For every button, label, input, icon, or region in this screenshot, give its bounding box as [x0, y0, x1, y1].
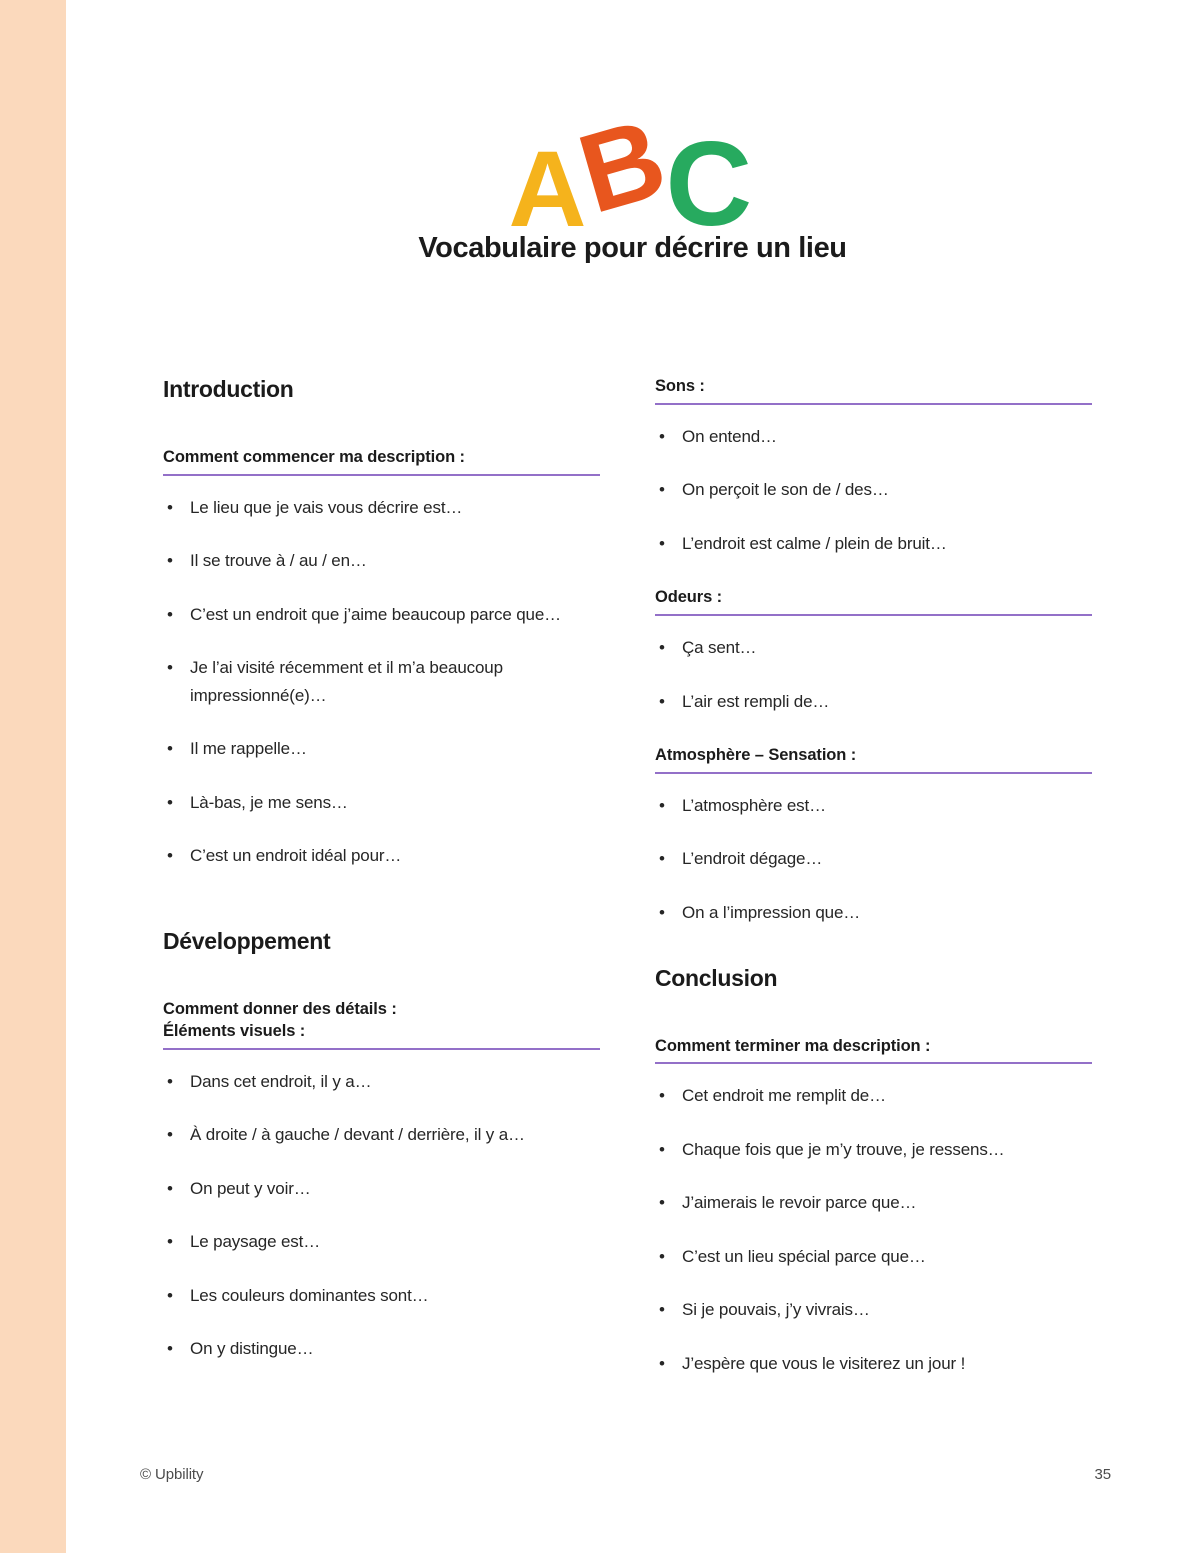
list-item	[655, 899, 1092, 927]
list-item	[163, 494, 600, 522]
page-header	[66, 0, 1199, 265]
list-item	[163, 1121, 600, 1149]
bullet-dot-icon: •	[659, 691, 665, 711]
list-item	[163, 1175, 600, 1203]
list-item-text: On y distingue…	[190, 1339, 314, 1359]
list-item	[163, 735, 600, 763]
bullet-dot-icon: •	[167, 551, 173, 571]
bullet-dot-icon: •	[659, 849, 665, 869]
list-item	[655, 792, 1092, 820]
list-item	[163, 601, 600, 629]
spacer	[655, 557, 1092, 587]
list-item-text: Chaque fois que je m’y trouve, je ressens…	[682, 1139, 1005, 1159]
bullet-dot-icon: •	[167, 1071, 173, 1091]
list-item-text: J’espère que vous le visiterez un jour !	[682, 1353, 966, 1373]
bullet-dot-icon: •	[659, 795, 665, 815]
list-item	[163, 789, 600, 817]
list-item	[655, 1243, 1092, 1271]
bullet-dot-icon: •	[167, 1232, 173, 1252]
list-item	[655, 1296, 1092, 1324]
logo-letter-c-icon: C	[665, 117, 751, 251]
list-item-text: L’endroit est calme / plein de bruit…	[682, 533, 947, 553]
bullet-dot-icon: •	[167, 792, 173, 812]
list-item-text: On peut y voir…	[190, 1178, 311, 1198]
list-item-text: On entend…	[682, 426, 777, 446]
section-heading-introduction: Introduction	[163, 376, 294, 402]
list-item	[655, 530, 1092, 558]
list-item-text: On a l’impression que…	[682, 903, 861, 923]
content-columns	[163, 376, 1093, 1378]
list-item	[163, 1228, 600, 1256]
bullet-list-developpement	[163, 1068, 600, 1363]
copyright-notice: © Upbility	[140, 1466, 204, 1483]
left-decorative-stripe	[0, 0, 66, 1553]
list-item	[655, 634, 1092, 662]
bullet-dot-icon: •	[659, 480, 665, 500]
list-item-text: L’air est rempli de…	[682, 691, 830, 711]
list-item-text: L’atmosphère est…	[682, 795, 826, 815]
list-item	[163, 654, 600, 709]
logo-letter-a-icon: A	[508, 128, 585, 249]
bullet-list-conclusion	[655, 1082, 1092, 1377]
section-heading-developpement: Développement	[163, 928, 331, 955]
subheading-atmosphere-sensation: Atmosphère – Sensation :	[655, 745, 1092, 774]
bullet-dot-icon: •	[167, 1178, 173, 1198]
list-item-text: On perçoit le son de / des…	[682, 480, 889, 500]
bullet-dot-icon: •	[167, 1339, 173, 1359]
bullet-dot-icon: •	[659, 426, 665, 446]
bullet-list-introduction	[163, 494, 600, 870]
left-column	[163, 376, 600, 1378]
list-item-text: Dans cet endroit, il y a…	[190, 1071, 372, 1091]
list-item-text: L’endroit dégage…	[682, 849, 823, 869]
bullet-dot-icon: •	[659, 903, 665, 923]
spacer	[655, 715, 1092, 745]
subheading-line-2: Éléments visuels :	[163, 1021, 306, 1040]
list-item-text: Là-bas, je me sens…	[190, 792, 348, 812]
bullet-dot-icon: •	[167, 739, 173, 759]
list-item-text: Je l’ai visité récemment et il m’a beaucoup impressionné(e)…	[190, 658, 503, 705]
bullet-dot-icon: •	[167, 1285, 173, 1305]
bullet-dot-icon: •	[167, 1125, 173, 1145]
page-title: Vocabulaire pour décrire un lieu	[418, 232, 847, 264]
list-item-text: C’est un endroit que j’aime beaucoup parce que…	[190, 604, 561, 624]
abc-logo	[503, 95, 763, 251]
list-item-text: C’est un lieu spécial parce que…	[682, 1246, 926, 1266]
page-footer	[140, 1466, 1111, 1483]
bullet-dot-icon: •	[659, 1193, 665, 1213]
subheading-comment-donner-details	[163, 999, 600, 1050]
list-item-text: J’aimerais le revoir parce que…	[682, 1193, 917, 1213]
list-item-text: Cet endroit me remplit de…	[682, 1086, 886, 1106]
subheading-sons: Sons :	[655, 376, 1092, 405]
section-heading-conclusion: Conclusion	[655, 964, 778, 991]
bullet-list-atmosphere	[655, 792, 1092, 927]
spacer	[163, 870, 600, 928]
subheading-line-1: Comment donner des détails :	[163, 1000, 397, 1019]
bullet-list-sons	[655, 423, 1092, 558]
list-item	[163, 1335, 600, 1363]
list-item-text: Ça sent…	[682, 638, 757, 658]
bullet-dot-icon: •	[167, 604, 173, 624]
list-item-text: Le lieu que je vais vous décrire est…	[190, 497, 463, 517]
subheading-comment-commencer: Comment commencer ma description :	[163, 447, 600, 476]
subheading-odeurs: Odeurs :	[655, 587, 1092, 616]
list-item	[655, 423, 1092, 451]
list-item	[655, 845, 1092, 873]
list-item	[655, 1082, 1092, 1110]
list-item	[655, 1136, 1092, 1164]
list-item-text: Le paysage est…	[190, 1232, 321, 1252]
bullet-dot-icon: •	[659, 1353, 665, 1373]
bullet-dot-icon: •	[167, 497, 173, 517]
page-number: 35	[1094, 1466, 1111, 1483]
bullet-dot-icon: •	[659, 533, 665, 553]
list-item	[163, 842, 600, 870]
list-item	[655, 1350, 1092, 1378]
list-item-text: Il me rappelle…	[190, 739, 307, 759]
list-item	[163, 1282, 600, 1310]
bullet-dot-icon: •	[167, 846, 173, 866]
bullet-dot-icon: •	[659, 638, 665, 658]
list-item	[655, 476, 1092, 504]
bullet-dot-icon: •	[659, 1139, 665, 1159]
bullet-dot-icon: •	[659, 1086, 665, 1106]
logo-letter-b-icon: B	[565, 95, 676, 237]
bullet-dot-icon: •	[167, 658, 173, 678]
list-item	[163, 1068, 600, 1096]
bullet-dot-icon: •	[659, 1246, 665, 1266]
bullet-dot-icon: •	[659, 1300, 665, 1320]
right-column	[655, 376, 1092, 1378]
bullet-list-odeurs	[655, 634, 1092, 715]
list-item-text: Si je pouvais, j’y vivrais…	[682, 1300, 870, 1320]
list-item-text: Les couleurs dominantes sont…	[190, 1285, 429, 1305]
list-item-text: C’est un endroit idéal pour…	[190, 846, 402, 866]
list-item	[655, 688, 1092, 716]
list-item-text: Il se trouve à / au / en…	[190, 551, 367, 571]
spacer	[655, 927, 1092, 965]
list-item-text: À droite / à gauche / devant / derrière, il y a…	[190, 1125, 525, 1145]
list-item	[655, 1189, 1092, 1217]
subheading-comment-terminer: Comment terminer ma description :	[655, 1036, 1092, 1065]
list-item	[163, 547, 600, 575]
